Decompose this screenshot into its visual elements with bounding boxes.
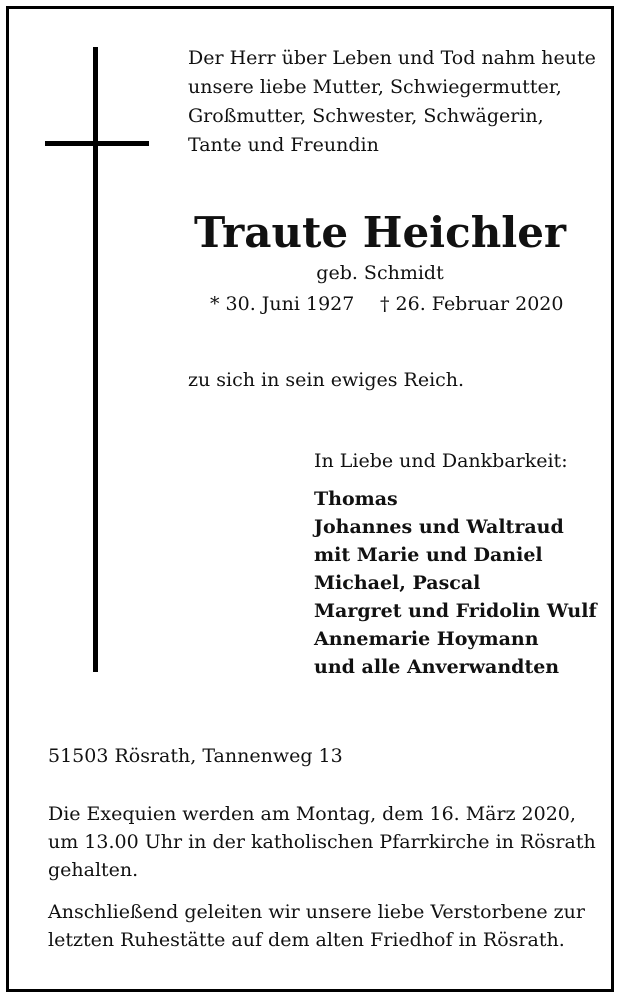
intro-line: Tante und Freundin	[188, 134, 379, 156]
word: werden	[182, 803, 255, 825]
mourner-name: und alle Anverwandten	[314, 656, 560, 678]
word: Die	[48, 803, 81, 825]
word: Exequien	[86, 803, 177, 825]
intro-line: Der Herr über Leben und Tod nahm heute	[188, 47, 596, 69]
address: 51503 Rösrath, Tannenweg 13	[48, 745, 343, 767]
cross-icon-bar	[45, 141, 149, 146]
birth-date: * 30. Juni 1927	[210, 293, 355, 315]
burial-line: letzten Ruhestätte auf dem alten Friedhof in Rösrath.	[48, 929, 565, 951]
exequien-paragraph	[48, 800, 596, 884]
exequien-line: gehalten.	[48, 859, 139, 881]
intro-line: Großmutter, Schwester, Schwägerin,	[188, 105, 544, 127]
closing-phrase: zu sich in sein ewiges Reich.	[188, 369, 465, 391]
word: 2020,	[521, 803, 576, 825]
mourner-name: Margret und Fridolin Wulf	[314, 600, 597, 622]
word: März	[465, 803, 516, 825]
mourner-name: Johannes und Waltraud	[314, 516, 564, 538]
exequien-line	[48, 800, 576, 828]
mourners-heading: In Liebe und Dankbarkeit:	[314, 450, 568, 472]
word: Montag,	[295, 803, 377, 825]
burial-paragraph	[48, 898, 585, 954]
mourner-name: Thomas	[314, 488, 398, 510]
intro-line: unsere liebe Mutter, Schwiegermutter,	[188, 76, 562, 98]
word: 16.	[429, 803, 460, 825]
mourner-name: Annemarie Hoymann	[314, 628, 539, 650]
death-date: † 26. Februar 2020	[380, 293, 564, 315]
maiden-name: geb. Schmidt	[316, 262, 444, 284]
deceased-name: Traute Heichler	[193, 208, 567, 257]
burial-line: Anschließend geleiten wir unsere liebe Verstorbene zur	[48, 901, 585, 923]
mourner-name: Michael, Pascal	[314, 572, 481, 594]
exequien-line: um 13.00 Uhr in der katholischen Pfarrkirche in Rösrath	[48, 831, 596, 853]
intro-text	[188, 44, 596, 160]
mourner-name: mit Marie und Daniel	[314, 544, 543, 566]
word: am	[260, 803, 290, 825]
word: dem	[382, 803, 424, 825]
mourners-list	[314, 485, 597, 681]
